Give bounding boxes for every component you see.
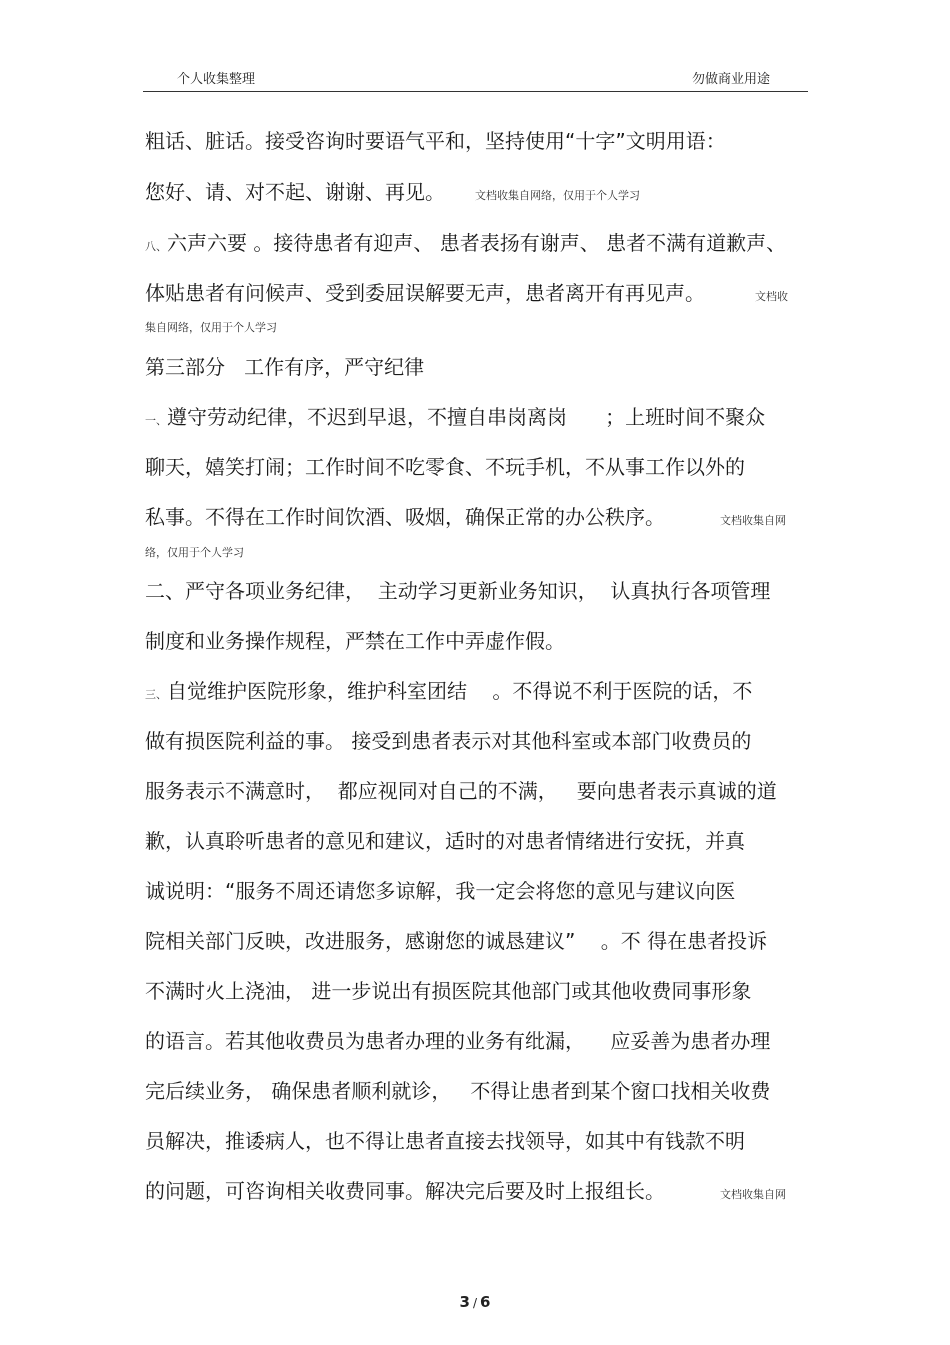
body-line-21: 的问题，可咨询相关收费同事。解决完后要及时上报组长。 文档收集自网 bbox=[145, 1179, 786, 1203]
current-page: 3 bbox=[459, 1293, 470, 1311]
body-line-3: 八、六声六要 。接待患者有迎声、 患者表扬有谢声、 患者不满有道歉声、 bbox=[145, 231, 787, 255]
body-line-9: 二、严守各项业务纪律， 主动学习更新业务知识， 认真执行各项管理 bbox=[145, 579, 771, 603]
list-marker: 三、 bbox=[145, 688, 167, 701]
header-right-text: 勿做商业用途 bbox=[691, 72, 770, 87]
body-line-7: 聊天，嬉笑打闹；工作时间不吃零食、不玩手机，不从事工作以外的 bbox=[145, 455, 745, 479]
watermark-note-continued: 络，仅用于个人学习 bbox=[145, 546, 244, 559]
list-marker: 八、 bbox=[145, 240, 167, 253]
body-line-1: 粗话、脏话。接受咨询时要语气平和，坚持使用“十字”文明用语： bbox=[145, 129, 726, 153]
body-line-11: 三、自觉维护医院形象，维护科室团结 。不得说不利于医院的话，不 bbox=[145, 679, 753, 703]
header-divider bbox=[143, 91, 808, 92]
page-separator: / bbox=[472, 1296, 478, 1310]
watermark-note: 文档收集自网 bbox=[720, 514, 786, 527]
body-line-20: 员解决，推诿病人，也不得让患者直接去找领导，如其中有钱款不明 bbox=[145, 1129, 745, 1153]
section-heading: 第三部分 工作有序，严守纪律 bbox=[145, 355, 425, 379]
page-number bbox=[0, 1293, 950, 1311]
body-line-2: 您好、请、对不起、谢谢、再见。 文档收集自网络，仅用于个人学习 bbox=[145, 180, 640, 204]
body-line-17: 不满时火上浇油， 进一步说出有损医院其他部门或其他收费同事形象 bbox=[145, 979, 752, 1003]
body-line-16: 院相关部门反映，改进服务，感谢您的诚恳建议” 。不 得在患者投诉 bbox=[145, 929, 768, 953]
body-line-12: 做有损医院利益的事。 接受到患者表示对其他科室或本部门收费员的 bbox=[145, 729, 752, 753]
body-line-13: 服务表示不满意时， 都应视同对自己的不满， 要向患者表示真诚的道 bbox=[145, 779, 777, 803]
total-pages: 6 bbox=[480, 1293, 491, 1311]
body-line-19: 完后续业务， 确保患者顺利就诊， 不得让患者到某个窗口找相关收费 bbox=[145, 1079, 771, 1103]
header-left-text: 个人收集整理 bbox=[177, 72, 256, 87]
body-line-14: 歉，认真聆听患者的意见和建议，适时的对患者情绪进行安抚，并真 bbox=[145, 829, 745, 853]
body-line-10: 制度和业务操作规程，严禁在工作中弄虚作假。 bbox=[145, 629, 565, 653]
body-line-18: 的语言。若其他收费员为患者办理的业务有纰漏， 应妥善为患者办理 bbox=[145, 1029, 771, 1053]
watermark-note: 文档收集自网 bbox=[720, 1188, 786, 1201]
body-line-4: 体贴患者有问候声、受到委屈误解要无声，患者离开有再见声。 文档收 bbox=[145, 281, 788, 305]
watermark-note: 文档收集自网络，仅用于个人学习 bbox=[475, 189, 640, 202]
watermark-note: 文档收 bbox=[755, 290, 788, 303]
body-line-6: 一、遵守劳动纪律，不迟到早退，不擅自串岗离岗 ；上班时间不聚众 bbox=[145, 405, 766, 429]
body-line-15: 诚说明：“服务不周还请您多谅解，我一定会将您的意见与建议向医 bbox=[145, 879, 736, 903]
watermark-note-continued: 集自网络，仅用于个人学习 bbox=[145, 321, 277, 334]
list-marker: 一、 bbox=[145, 414, 167, 427]
body-line-8: 私事。不得在工作时间饮酒、吸烟，确保正常的办公秩序。 文档收集自网 bbox=[145, 505, 786, 529]
